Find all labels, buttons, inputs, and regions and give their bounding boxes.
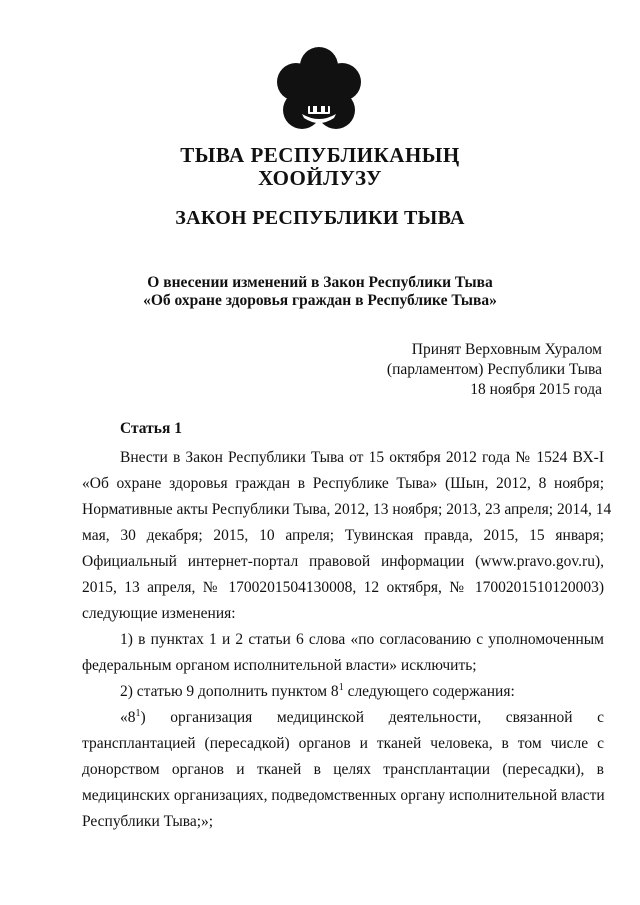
subject-line2: «Об охране здоровья граждан в Республике Тыва» — [143, 292, 497, 309]
paragraph-line: Внести в Закон Республики Тыва от 15 октября 2012 года № 1524 ВХ-I — [120, 449, 604, 466]
adoption-line2: (парламентом) Республики Тыва — [386, 361, 602, 378]
paragraph-line: медицинских организациях, подведомственных органу исполнительной власти — [82, 787, 605, 804]
paragraph-line: мая, 30 декабря; 2015, 10 апреля; Тувинская правда, 2015, 15 января; — [82, 527, 604, 544]
quoted-provision-paragraph — [82, 705, 604, 835]
item1-paragraph — [82, 627, 604, 679]
adoption-note — [322, 340, 602, 400]
quote-prefix: «8 — [120, 709, 136, 726]
article-heading: Статья 1 — [120, 420, 182, 437]
item2-superscript: 1 — [338, 681, 344, 693]
adoption-line1: Принят Верховным Хуралом — [411, 341, 602, 358]
law-title: ЗАКОН РЕСПУБЛИКИ ТЫВА — [175, 207, 465, 229]
adoption-date: 18 ноября 2015 года — [470, 381, 602, 398]
item2-text: 2) статью 9 дополнить пунктом 8 — [120, 683, 339, 700]
paragraph-line: Официальный интернет-портал правовой информации (www.pravo.gov.ru), — [82, 553, 604, 570]
paragraph-line: 1) в пунктах 1 и 2 статьи 6 слова «по согласованию с уполномоченным — [120, 631, 604, 648]
subject-line1: О внесении изменений в Закон Республики Тыва — [147, 274, 493, 291]
paragraph-line: трансплантацией (пересадкой) органов и тканей человека, в том числе с — [82, 735, 604, 752]
paragraph-line: Республики Тыва;»; — [82, 813, 214, 830]
paragraph-line: 2015, 13 апреля, № 1700201504130008, 12 октября, № 1700201510120003) — [82, 579, 604, 596]
paragraph-line: следующие изменения: — [82, 605, 236, 622]
paragraph-line: донорством органов и тканей в целях трансплантации (пересадки), в — [82, 761, 604, 778]
republic-title-line2: ХООЙЛУЗУ — [258, 166, 382, 190]
paragraph-line: «Об охране здоровья граждан в Республике Тыва» (Шын, 2012, 8 ноября; — [82, 475, 604, 492]
quote-first-rest: ) организация медицинской деятельности, связанной с — [140, 709, 604, 726]
item2-text-end: следующего содержания: — [343, 683, 515, 700]
coat-of-arms-emblem — [272, 44, 366, 140]
paragraph-line — [82, 705, 604, 731]
item2-paragraph — [82, 679, 604, 705]
paragraph-line: федеральным органом исполнительной власти» исключить; — [82, 657, 477, 674]
paragraph-line: Нормативные акты Республики Тыва, 2012, 13 ноября; 2013, 23 апреля; 2014, 14 — [82, 501, 612, 518]
republic-title-line1: ТЫВА РЕСПУБЛИКАНЫҢ — [180, 143, 460, 167]
quote-superscript: 1 — [135, 707, 141, 719]
article-intro-paragraph — [82, 445, 612, 627]
